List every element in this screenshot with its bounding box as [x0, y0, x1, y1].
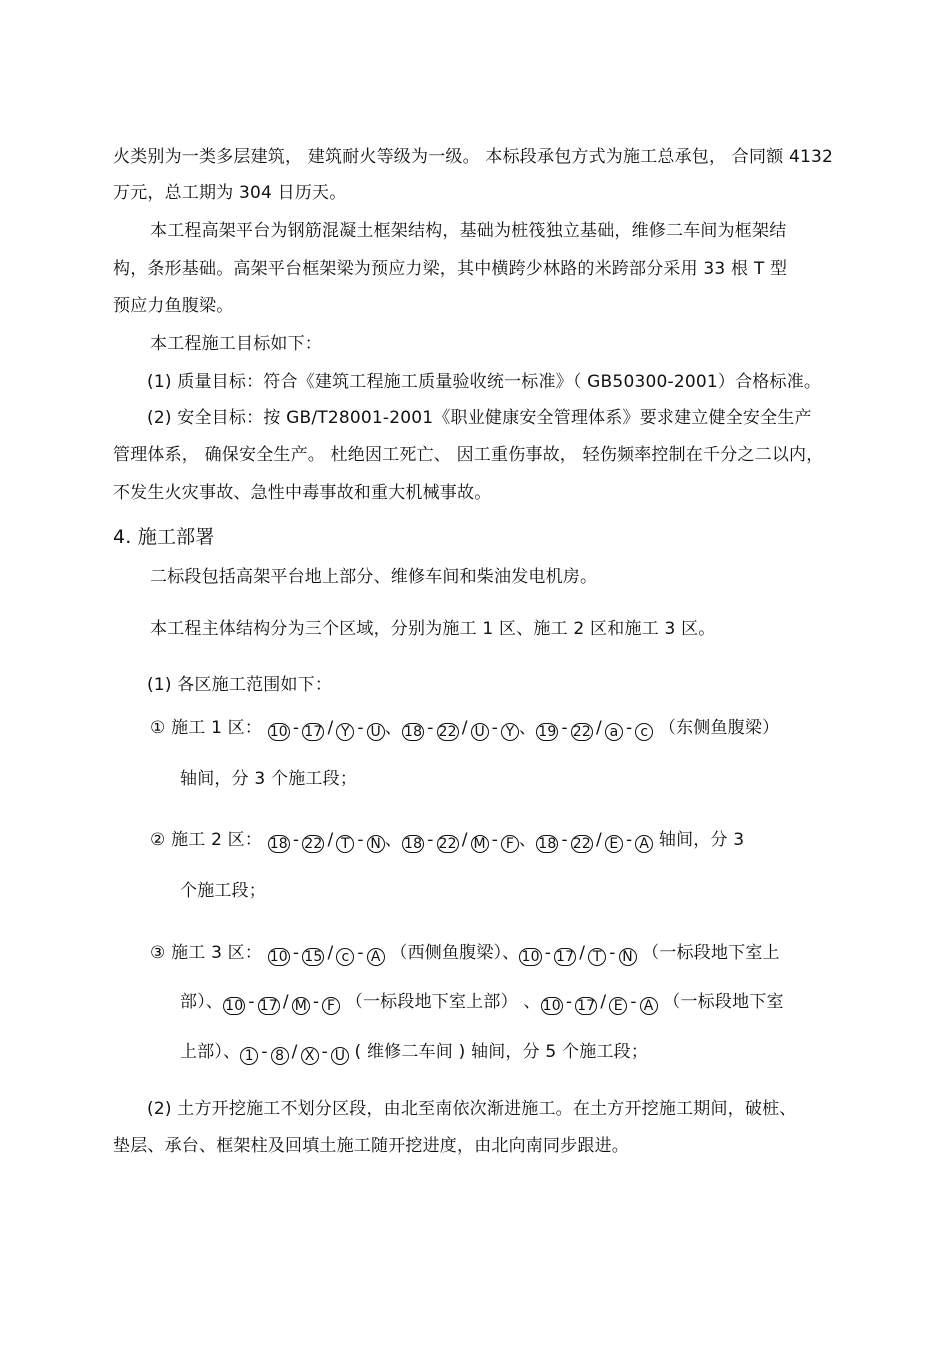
axis-circle: N [619, 948, 637, 966]
zone-note: （西侧鱼腹梁）、 [390, 943, 520, 963]
axis-circle: 10 [542, 998, 561, 1014]
axis-circle: 22 [438, 836, 457, 852]
zone-label: 施工 2 区： [171, 830, 263, 850]
axis-circle: 15 [304, 949, 323, 965]
section-heading: 4. 施工部署 [113, 526, 215, 548]
axis-circle: U [471, 723, 489, 741]
axis-circle: 17 [304, 724, 323, 740]
paragraph-line: 预应力鱼腹梁。 [113, 296, 234, 316]
axis-circle: 19 [538, 724, 557, 740]
axis-circle: A [640, 997, 658, 1015]
zone-note: （一标段地下室上部） [345, 992, 518, 1012]
zone-note: （一标段地下室上 [642, 943, 780, 963]
axis-circle: a [605, 723, 623, 741]
zone-label: 施工 1 区： [171, 718, 263, 738]
axis-circle: 10 [225, 998, 244, 1014]
zone-note: 部）、 [180, 992, 224, 1012]
axis-circle: U [367, 723, 385, 741]
zone-tail: 轴间，分 3 [658, 830, 745, 850]
axis-circle: Y [501, 723, 519, 741]
zone-1-line: ① 施工 1 区： 10 - 17 / Y - U 、 18 - 22 / U - Y 、 19 - 22 / a - c （东侧鱼腹梁） [150, 718, 780, 740]
paragraph-line: 不发生火灾事故、急性中毒事故和重大机械事故。 [113, 483, 492, 503]
zone-marker: ① [150, 718, 166, 738]
axis-circle: F [322, 997, 340, 1015]
axis-circle: M [471, 835, 489, 853]
paragraph-line: 本工程高架平台为钢筋混凝土框架结构，基础为桩筏独立基础，维修二车间为框架结 [150, 221, 787, 241]
axis-circle: 8 [271, 1047, 289, 1065]
axis-circle: c [635, 723, 653, 741]
axis-circle: A [367, 948, 385, 966]
axis-circle: 22 [572, 836, 592, 852]
axis-circle: 18 [403, 836, 423, 852]
axis-circle: 10 [269, 949, 288, 965]
axis-circle: 10 [521, 949, 540, 965]
axis-circle: 17 [577, 998, 596, 1014]
paragraph-line: 本工程主体结构分为三个区域，分别为施工 1 区、施工 2 区和施工 3 区。 [150, 619, 716, 639]
axis-circle: 17 [556, 949, 575, 965]
zone-marker: ③ [150, 943, 166, 963]
paragraph-line: 管理体系， 确保安全生产。 杜绝因工死亡、 因工重伤事故， 轻伤频率控制在千分之二以内， [113, 445, 824, 465]
paragraph-line: (1) 各区施工范围如下： [147, 675, 333, 695]
axis-circle: F [501, 835, 519, 853]
zone-note: 上部）、 [180, 1042, 241, 1062]
axis-circle: 17 [259, 998, 278, 1014]
axis-circle: 22 [304, 836, 323, 852]
zone-3-line-2: 部）、 10 - 17 / M - F （一标段地下室上部） 、 10 - 17 / E - A （一标段地下室 [180, 992, 784, 1014]
paragraph-line: (2) 安全目标：按 GB/T28001-2001《职业健康安全管理体系》要求建立健全安全生产 [147, 408, 812, 428]
axis-circle: 22 [572, 724, 592, 740]
zone-note: （一标段地下室 [663, 992, 784, 1012]
axis-circle: N [367, 835, 385, 853]
paragraph-line: 二标段包括高架平台地上部分、维修车间和柴油发电机房。 [150, 567, 598, 587]
axis-circle: 18 [269, 836, 288, 852]
paragraph-line: 垫层、承台、框架柱及回填土施工随开挖进度，由北向南同步跟进。 [113, 1136, 629, 1156]
axis-circle: T [336, 835, 354, 853]
zone-3-line: ③ 施工 3 区： 10 - 15 / c - A （西侧鱼腹梁）、 10 - 17 / T - N （一标段地下室上 [150, 943, 780, 965]
zone-2-line-2: 个施工段； [180, 881, 266, 901]
paragraph-line: 构，条形基础。高架平台框架梁为预应力梁，其中横跨少林路的米跨部分采用 33 根 T 型 [113, 259, 788, 279]
paragraph-line: (2) 土方开挖施工不划分区段，由北至南依次渐进施工。在土方开挖施工期间，破桩、 [147, 1099, 797, 1119]
axis-circle: Y [336, 723, 354, 741]
zone-note: ( 维修二车间 ) 轴间，分 5 个施工段； [354, 1042, 649, 1062]
axis-circle: U [331, 1047, 349, 1065]
axis-circle: X [301, 1047, 319, 1065]
axis-circle: 22 [438, 724, 457, 740]
paragraph-line: 万元，总工期为 304 日历天。 [113, 183, 347, 203]
axis-circle: T [588, 948, 606, 966]
axis-circle: 10 [269, 724, 288, 740]
zone-label: 施工 3 区： [171, 943, 263, 963]
axis-circle: E [609, 997, 627, 1015]
axis-circle: E [605, 835, 623, 853]
axis-circle: c [336, 948, 354, 966]
zone-3-line-3: 上部）、 1 - 8 / X - U ( 维修二车间 ) 轴间，分 5 个施工段； [180, 1042, 649, 1064]
zone-2-line: ② 施工 2 区： 18 - 22 / T - N 、 18 - 22 / M - F 、 18 - 22 / E - A 轴间，分 3 [150, 830, 745, 852]
axis-circle: 1 [240, 1047, 258, 1065]
zone-note: （东侧鱼腹梁） [658, 718, 780, 738]
zone-1-line-2: 轴间，分 3 个施工段； [180, 769, 358, 789]
zone-marker: ② [150, 830, 166, 850]
axis-circle: 18 [403, 724, 423, 740]
axis-circle: M [292, 997, 310, 1015]
axis-circle: 18 [538, 836, 557, 852]
paragraph-line: (1) 质量目标：符合《建筑工程施工质量验收统一标准》（ GB50300-2001）合格标准。 [147, 372, 822, 392]
paragraph-line: 本工程施工目标如下： [150, 334, 322, 354]
axis-circle: A [635, 835, 653, 853]
paragraph-line: 火类别为一类多层建筑， 建筑耐火等级为一级。 本标段承包方式为施工总承包， 合同额 4132 [113, 147, 834, 167]
